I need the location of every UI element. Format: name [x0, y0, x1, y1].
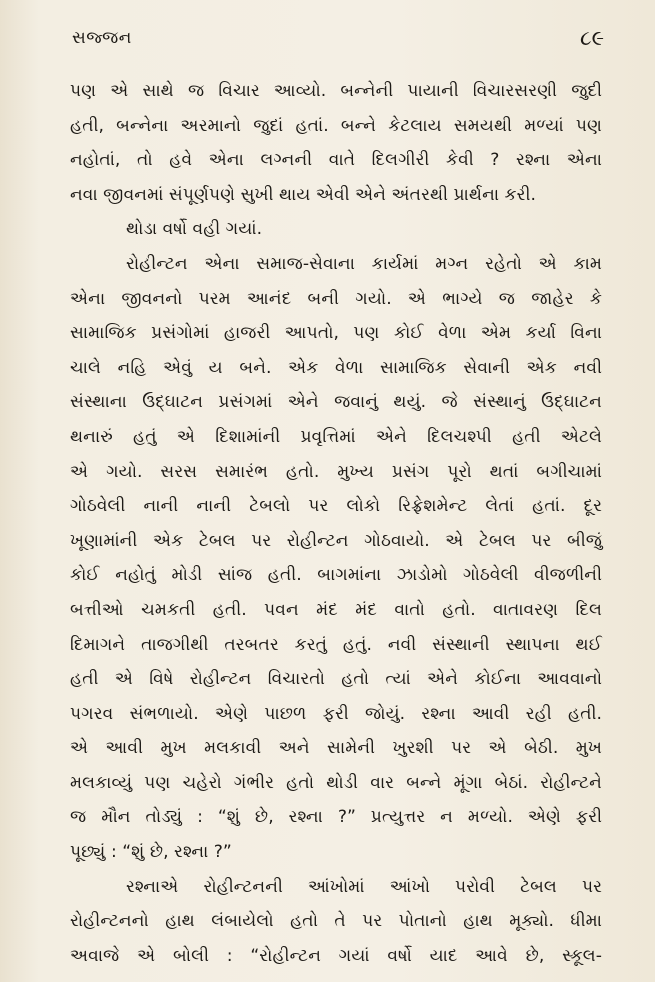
text-line: નવા જીવનમાં સંપૂર્ણપણે સુખી થાય એવી એને અંતરથી પ્રાર્થના કરી.	[70, 184, 536, 205]
text-line: રશ્નાએ રોહીન્ટનની આંખોમાં આંખો પરોવી ટેબલ પર	[126, 876, 602, 897]
text-line: એના જીવનનો પરમ આનંદ બની ગયો. એ ભાગ્યે જ જાહેર કે	[70, 288, 602, 309]
text-line: દિમાગને તાજગીથી તરબતર કરતું હતું. નવી સંસ્થાની સ્થાપના થઈ	[70, 634, 602, 655]
text-line: પગરવ સંભળાયો. એણે પાછળ ફરી જોયું. રશ્ના આવી રહી હતી.	[70, 703, 602, 724]
text-line: બત્તીઓ ચમકતી હતી. પવન મંદ મંદ વાતો હતો. વાતાવરણ દિલ	[70, 599, 602, 620]
text-line: કોઈ નહોતું મોડી સાંજ હતી. બાગમાંના ઝાડોમો ગોઠવેલી વીજળીની	[70, 565, 602, 586]
text-line: સંસ્થાના ઉદ્‌ઘાટન પ્રસંગમાં એને જવાનું થયું. જે સંસ્થાનું ઉદ્‌ઘાટન	[70, 392, 602, 413]
text-line: સામાજિક પ્રસંગોમાં હાજરી આપતો, પણ કોઈ વેળા એમ કર્યા વિના	[70, 323, 602, 344]
text-line: મલકાવ્યું પણ ચહેરો ગંભીર હતો થોડી વાર બન્ને મૂંગા બેઠાં. રોહીન્ટને	[70, 772, 602, 793]
running-head: સજ્જન	[72, 28, 132, 48]
text-line: પણ એ સાથે જ વિચાર આવ્યો. બન્નેની પાયાની વિચારસરણી જુદી	[70, 81, 602, 101]
text-line: રોહીન્ટન એના સમાજ-સેવાના કાર્યમાં મગ્ન રહેતો એ કામ	[126, 253, 602, 274]
text-line: જ મૌન તોડ્યું : “શું છે, રશ્ના ?” પ્રત્યુત્તર ન મળ્યો. એણે ફરી	[70, 807, 602, 828]
page-number: ૮૯	[580, 26, 604, 50]
text-line: ચાલે નહિ એવું ય બને. એક વેળા સામાજિક સેવાની એક નવી	[70, 357, 602, 378]
body-text	[70, 74, 602, 973]
text-line: થોડા વર્ષો વહી ગયાં.	[126, 219, 263, 240]
text-line: થનારું હતું એ દિશામાંની પ્રવૃત્તિમાં એને દિલચશ્પી હતી એટલે	[70, 426, 602, 447]
text-line: હતી એ વિષે રોહીન્ટન વિચારતો હતો ત્યાં એને કોઈના આવવાનો	[70, 669, 602, 690]
text-line: ગોઠવેલી નાની નાની ટેબલો પર લોકો રિફ્રેશમેન્ટ લેતાં હતાં. દૂર	[70, 496, 602, 517]
text-line: નહોતાં, તો હવે એના લગ્નની વાતે દિલગીરી કેવી ? રશ્ના એના	[70, 150, 602, 171]
text-line: હતી, બન્નેના અરમાનો જુદાં હતાં. બન્ને કેટલાય સમયથી મળ્યાં પણ	[70, 115, 602, 136]
text-line: ખૂણામાંની એક ટેબલ પર રોહીન્ટન ગોઠવાયો. એ ટેબલ પર બીજું	[70, 530, 602, 551]
text-line: રોહીન્ટનનો હાથ લંબાયેલો હતો તે પર પોતાનો હાથ મૂક્યો. ધીમા	[70, 911, 602, 932]
text-line: અવાજે એ બોલી : “રોહીન્ટન ગયાં વર્ષો યાદ આવે છે, સ્કૂલ-	[70, 945, 602, 966]
text-line: એ આવી મુખ મલકાવી અને સામેની ખુરશી પર એ બેઠી. મુખ	[70, 738, 602, 759]
text-line: પૂછ્યું : “શું છે, રશ્ના ?”	[70, 842, 232, 863]
page-header	[72, 28, 604, 52]
text-line: એ ગયો. સરસ સમારંભ હતો. મુખ્ય પ્રસંગ પૂરો થતાં બગીચામાં	[70, 461, 602, 482]
